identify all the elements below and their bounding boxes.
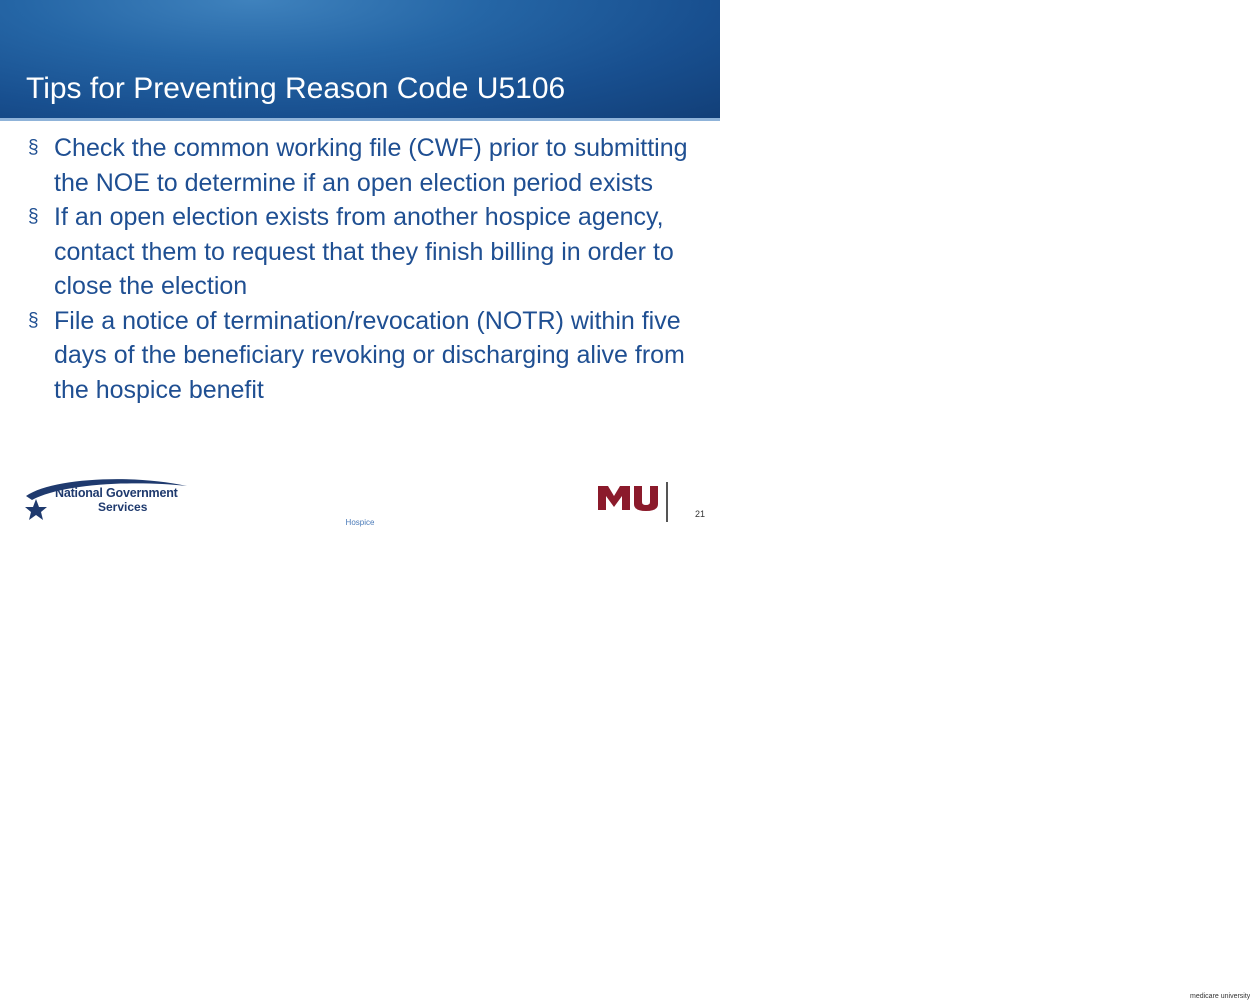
footer-label: Hospice [345, 518, 375, 527]
page-number: 21 [695, 509, 706, 519]
ngs-logo [22, 476, 192, 522]
bullet-item [26, 131, 696, 200]
mu-logo-caption: medicare university [1190, 993, 1250, 1000]
bullet-text: File a notice of termination/revocation (NOTR) within five days of the beneficiary revoking or discharging alive from the hospice benefit [54, 306, 685, 404]
bullet-item [26, 200, 696, 304]
title-bar-underline [0, 118, 720, 121]
bullet-item [26, 304, 696, 408]
bullet-marker-icon: § [28, 206, 39, 227]
mu-mark-icon [594, 480, 690, 524]
bullet-marker-icon: § [28, 309, 39, 331]
ngs-logo-line1: National Government [55, 486, 178, 500]
bullet-text: Check the common working file (CWF) prior to submitting the NOE to determine if an open election period exists [54, 134, 688, 197]
bullet-text: If an open election exists from another hospice agency, contact them to request that they finish billing in order to close the election [54, 203, 674, 300]
ngs-logo-line2: Services [98, 500, 148, 514]
bullet-marker-icon: § [28, 137, 39, 158]
bullet-list [26, 131, 696, 407]
slide-title: Tips for Preventing Reason Code U5106 [26, 72, 566, 105]
